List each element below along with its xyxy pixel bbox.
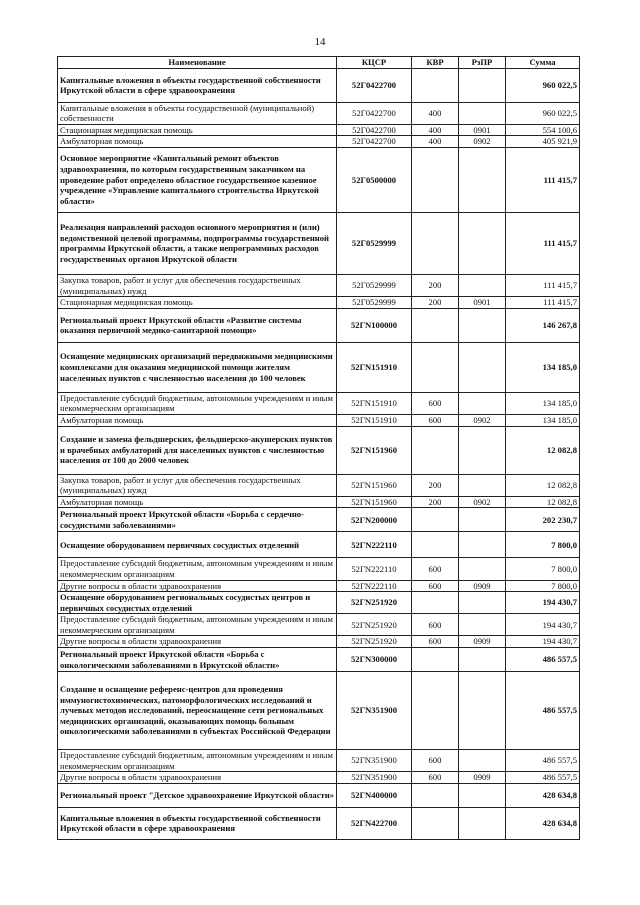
row-kvr [412, 807, 459, 839]
row-kcsr: 52Г0422700 [337, 136, 412, 148]
row-kcsr: 52ГN151910 [337, 342, 412, 392]
row-sum: 554 100,6 [506, 124, 580, 136]
row-name: Региональный проект Иркутской области «Развитие системы оказания первичной медико-санитарной помощи» [58, 308, 337, 342]
table-row [58, 672, 580, 750]
row-kvr: 400 [412, 136, 459, 148]
row-rzpr [459, 532, 506, 558]
row-kcsr: 52Г0422700 [337, 68, 412, 102]
row-rzpr [459, 426, 506, 474]
row-rzpr: 0902 [459, 136, 506, 148]
row-kvr: 600 [412, 392, 459, 414]
row-kvr: 400 [412, 102, 459, 124]
table-row [58, 342, 580, 392]
row-name: Капитальные вложения в объекты государственной собственности Иркутской области в сфере здравоохранения [58, 68, 337, 102]
row-name: Предоставление субсидий бюджетным, автономным учреждениям и иным некоммерческим организациям [58, 750, 337, 772]
row-rzpr [459, 672, 506, 750]
row-name: Оснащение оборудованием первичных сосудистых отделений [58, 532, 337, 558]
row-kcsr: 52ГN251920 [337, 636, 412, 648]
row-rzpr: 0902 [459, 414, 506, 426]
row-sum: 111 415,7 [506, 274, 580, 296]
row-sum: 960 022,5 [506, 102, 580, 124]
row-name: Закупка товаров, работ и услуг для обеспечения государственных (муниципальных) нужд [58, 474, 337, 496]
row-kcsr: 52ГN151910 [337, 414, 412, 426]
header-kvr: КВР [412, 57, 459, 69]
row-name: Другие вопросы в области здравоохранения [58, 636, 337, 648]
table-row [58, 124, 580, 136]
table-row [58, 68, 580, 102]
table-row [58, 532, 580, 558]
row-kcsr: 52ГN151960 [337, 496, 412, 508]
row-sum: 486 557,5 [506, 750, 580, 772]
row-rzpr [459, 474, 506, 496]
row-name: Капитальные вложения в объекты государственной (муниципальной) собственности [58, 102, 337, 124]
row-rzpr [459, 308, 506, 342]
row-kcsr: 52Г0422700 [337, 102, 412, 124]
row-rzpr: 0901 [459, 124, 506, 136]
row-sum: 428 634,8 [506, 807, 580, 839]
row-kvr [412, 672, 459, 750]
table-row [58, 508, 580, 532]
row-sum: 486 557,5 [506, 672, 580, 750]
row-rzpr: 0909 [459, 636, 506, 648]
row-kcsr: 52ГN251920 [337, 592, 412, 614]
row-sum: 12 082,8 [506, 496, 580, 508]
table-row [58, 308, 580, 342]
row-rzpr: 0901 [459, 297, 506, 309]
row-rzpr [459, 342, 506, 392]
table-row [58, 592, 580, 614]
row-kcsr: 52ГN400000 [337, 783, 412, 807]
row-kvr [412, 308, 459, 342]
row-rzpr [459, 558, 506, 580]
row-name: Реализация направлений расходов основного мероприятия и (или) ведомственной целевой программы, подпрограммы государственной программы Иркутской области, а также непрограммных расходов государственных органов Иркутской области [58, 212, 337, 274]
row-name: Амбулаторная помощь [58, 496, 337, 508]
table-row [58, 414, 580, 426]
header-row [58, 57, 580, 69]
row-kcsr: 52ГN422700 [337, 807, 412, 839]
row-rzpr [459, 68, 506, 102]
row-sum: 960 022,5 [506, 68, 580, 102]
row-kcsr: 52ГN151910 [337, 392, 412, 414]
row-kvr: 600 [412, 772, 459, 784]
table-row [58, 212, 580, 274]
row-kcsr: 52ГN222110 [337, 580, 412, 592]
row-kvr [412, 508, 459, 532]
row-kcsr: 52ГN351900 [337, 672, 412, 750]
table-row [58, 558, 580, 580]
row-rzpr [459, 392, 506, 414]
row-sum: 194 430,7 [506, 614, 580, 636]
row-sum: 134 185,0 [506, 392, 580, 414]
row-sum: 486 557,5 [506, 772, 580, 784]
table-row [58, 297, 580, 309]
row-name: Стационарная медицинская помощь [58, 297, 337, 309]
table-row [58, 496, 580, 508]
row-sum: 111 415,7 [506, 147, 580, 212]
row-name: Создание и оснащение референс-центров для проведения иммуногистохимических, патоморфологических исследований и лучевых методов исследований, переоснащение сети региональных медицинских организаций, оказывающих помощь больным онкологическими заболеваниями в субъектах Российской Федерации [58, 672, 337, 750]
row-kcsr: 52ГN351900 [337, 772, 412, 784]
header-kcsr: КЦСР [337, 57, 412, 69]
row-kcsr: 52ГN151960 [337, 474, 412, 496]
row-name: Региональный проект "Детское здравоохранение Иркутской области» [58, 783, 337, 807]
row-sum: 405 921,9 [506, 136, 580, 148]
row-sum: 146 267,8 [506, 308, 580, 342]
row-kcsr: 52ГN251920 [337, 614, 412, 636]
table-row [58, 136, 580, 148]
row-kcsr: 52ГN300000 [337, 648, 412, 672]
row-kcsr: 52ГN200000 [337, 508, 412, 532]
row-kvr [412, 532, 459, 558]
table-row [58, 636, 580, 648]
header-name: Наименование [58, 57, 337, 69]
table-row [58, 426, 580, 474]
row-kvr [412, 783, 459, 807]
row-sum: 202 230,7 [506, 508, 580, 532]
table-row [58, 474, 580, 496]
row-rzpr: 0909 [459, 772, 506, 784]
row-rzpr [459, 648, 506, 672]
row-kvr [412, 212, 459, 274]
row-name: Амбулаторная помощь [58, 414, 337, 426]
row-kvr: 600 [412, 614, 459, 636]
row-sum: 428 634,8 [506, 783, 580, 807]
row-name: Региональный проект Иркутской области «Борьба с онкологическими заболеваниями в Иркутской области» [58, 648, 337, 672]
table-body [58, 68, 580, 839]
row-kvr: 200 [412, 274, 459, 296]
row-name: Капитальные вложения в объекты государственной собственности Иркутской области в сфере здравоохранения [58, 807, 337, 839]
row-kvr: 200 [412, 474, 459, 496]
row-name: Предоставление субсидий бюджетным, автономным учреждениям и иным некоммерческим организациям [58, 614, 337, 636]
row-kvr: 200 [412, 496, 459, 508]
row-kcsr: 52Г0529999 [337, 297, 412, 309]
row-sum: 7 800,0 [506, 580, 580, 592]
row-rzpr [459, 508, 506, 532]
row-sum: 134 185,0 [506, 414, 580, 426]
row-rzpr [459, 614, 506, 636]
table-row [58, 580, 580, 592]
row-name: Другие вопросы в области здравоохранения [58, 580, 337, 592]
row-rzpr [459, 212, 506, 274]
row-kvr: 600 [412, 558, 459, 580]
row-sum: 194 430,7 [506, 592, 580, 614]
row-kvr: 600 [412, 414, 459, 426]
row-kvr: 600 [412, 580, 459, 592]
row-kvr: 200 [412, 297, 459, 309]
row-name: Оснащение оборудованием региональных сосудистых центров и первичных сосудистых отделений [58, 592, 337, 614]
row-kvr: 400 [412, 124, 459, 136]
row-kcsr: 52ГN222110 [337, 532, 412, 558]
row-kvr: 600 [412, 636, 459, 648]
row-rzpr [459, 807, 506, 839]
row-name: Амбулаторная помощь [58, 136, 337, 148]
budget-table [57, 56, 580, 840]
row-kvr [412, 68, 459, 102]
table-row [58, 274, 580, 296]
row-rzpr [459, 147, 506, 212]
row-kvr: 600 [412, 750, 459, 772]
row-name: Закупка товаров, работ и услуг для обеспечения государственных (муниципальных) нужд [58, 274, 337, 296]
table-row [58, 614, 580, 636]
row-rzpr: 0909 [459, 580, 506, 592]
row-sum: 111 415,7 [506, 212, 580, 274]
row-sum: 12 082,8 [506, 426, 580, 474]
row-kvr [412, 648, 459, 672]
row-kcsr: 52ГN222110 [337, 558, 412, 580]
row-rzpr [459, 592, 506, 614]
table-row [58, 392, 580, 414]
row-rzpr [459, 783, 506, 807]
row-kvr [412, 342, 459, 392]
table-row [58, 807, 580, 839]
table-row [58, 648, 580, 672]
row-name: Другие вопросы в области здравоохранения [58, 772, 337, 784]
row-name: Оснащение медицинских организаций передвижными медицинскими комплексами для оказания медицинской помощи жителям населенных пунктов с численностью населения до 100 человек [58, 342, 337, 392]
page-number: 14 [314, 36, 326, 48]
row-sum: 7 800,0 [506, 558, 580, 580]
row-name: Предоставление субсидий бюджетным, автономным учреждениям и иным некоммерческим организациям [58, 558, 337, 580]
row-rzpr [459, 750, 506, 772]
table-row [58, 783, 580, 807]
row-sum: 486 557,5 [506, 648, 580, 672]
row-name: Основное мероприятие «Капитальный ремонт объектов здравоохранения, по которым государственным заказчиком на проведение работ определено областное государственное казенное учреждение «Управление капитального строительства Иркутской области» [58, 147, 337, 212]
header-sum: Сумма [506, 57, 580, 69]
row-sum: 12 082,8 [506, 474, 580, 496]
row-sum: 7 800,0 [506, 532, 580, 558]
header-rzpr: РзПР [459, 57, 506, 69]
row-sum: 194 430,7 [506, 636, 580, 648]
row-kcsr: 52ГN100000 [337, 308, 412, 342]
row-name: Создание и замена фельдшерских, фельдшерско-акушерских пунктов и врачебных амбулаторий для населенных пунктов с численностью населения от 100 до 2000 человек [58, 426, 337, 474]
row-name: Предоставление субсидий бюджетным, автономным учреждениям и иным некоммерческим организациям [58, 392, 337, 414]
row-kcsr: 52Г0529999 [337, 274, 412, 296]
row-sum: 134 185,0 [506, 342, 580, 392]
table-row [58, 772, 580, 784]
row-rzpr: 0902 [459, 496, 506, 508]
row-name: Стационарная медицинская помощь [58, 124, 337, 136]
row-kcsr: 52Г0529999 [337, 212, 412, 274]
row-kvr [412, 426, 459, 474]
table-row [58, 750, 580, 772]
row-kvr [412, 592, 459, 614]
row-rzpr [459, 274, 506, 296]
row-kcsr: 52ГN151960 [337, 426, 412, 474]
table-row [58, 102, 580, 124]
row-kcsr: 52Г0500000 [337, 147, 412, 212]
row-kcsr: 52ГN351900 [337, 750, 412, 772]
table-row [58, 147, 580, 212]
row-rzpr [459, 102, 506, 124]
row-sum: 111 415,7 [506, 297, 580, 309]
row-kvr [412, 147, 459, 212]
row-name: Региональный проект Иркутской области «Борьба с сердечно-сосудистыми заболеваниями» [58, 508, 337, 532]
row-kcsr: 52Г0422700 [337, 124, 412, 136]
